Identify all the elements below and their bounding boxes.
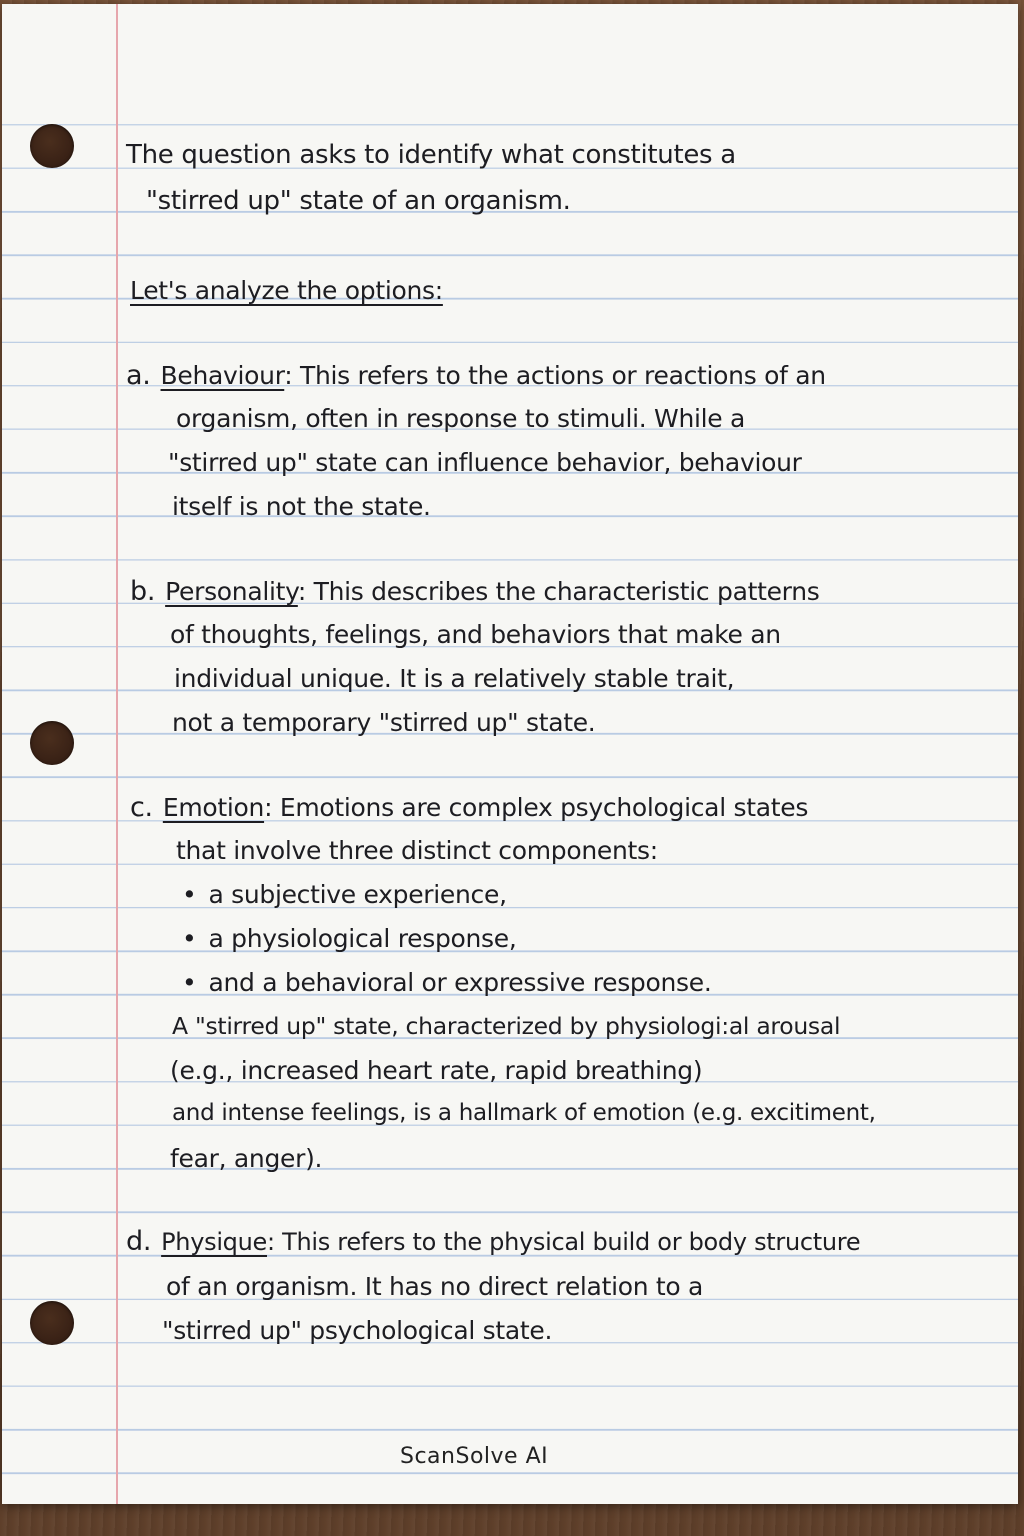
option-a-marker: a. (126, 360, 151, 391)
option-c-bullet-3 (182, 968, 712, 997)
option-c-term: Emotion (162, 793, 265, 822)
bullet-text: a physiological response, (208, 924, 517, 953)
option-b-line-3: individual unique. It is a relatively stable trait, (174, 664, 735, 693)
option-d-line-1 (126, 1226, 860, 1257)
option-b-line-2: of thoughts, feelings, and behaviors that make an (170, 620, 781, 649)
option-c-marker: c. (130, 792, 153, 823)
option-b-marker: b. (130, 576, 156, 607)
option-d-marker: d. (126, 1226, 152, 1257)
option-c-line-1 (130, 792, 808, 823)
bullet-dot: • (182, 968, 197, 997)
option-a-line-3: "stirred up" state can influence behavior, behaviour (168, 448, 802, 477)
option-a-line-1 (126, 360, 826, 391)
option-c-after-2: (e.g., increased heart rate, rapid breathing) (170, 1056, 703, 1085)
bullet-text: and a behavioral or expressive response. (208, 968, 712, 997)
option-a-text-1: : This refers to the actions or reactions of an (284, 361, 826, 390)
analyze-heading: Let's analyze the options: (130, 276, 443, 305)
option-a-term: Behaviour (160, 361, 285, 390)
bullet-text: a subjective experience, (208, 880, 507, 909)
footer-brand: ScanSolve AI (400, 1444, 549, 1469)
bullet-dot: • (182, 880, 197, 909)
option-d-text-1: : This refers to the physical build or body structure (267, 1228, 861, 1256)
option-c-after-4: fear, anger). (170, 1144, 323, 1173)
margin-line (116, 4, 118, 1504)
option-b-term: Personality (165, 577, 298, 606)
option-c-after-3: and intense feelings, is a hallmark of emotion (e.g. excitiment, (172, 1100, 876, 1126)
option-b-text-1: : This describes the characteristic patterns (297, 577, 820, 606)
option-b-line-4: not a temporary "stirred up" state. (172, 708, 596, 737)
option-c-bullet-1 (182, 880, 507, 909)
option-d-line-3: "stirred up" psychological state. (162, 1316, 553, 1345)
option-c-bullet-2 (182, 924, 517, 953)
option-c-line-2: that involve three distinct components: (176, 836, 658, 865)
bullet-dot: • (182, 924, 197, 953)
option-d-term: Physique (161, 1228, 267, 1256)
option-d-line-2: of an organism. It has no direct relation to a (166, 1272, 704, 1301)
intro-line-2: "stirred up" state of an organism. (146, 186, 571, 216)
intro-line-1: The question asks to identify what constitutes a (126, 140, 736, 170)
punch-hole-bottom (30, 1301, 74, 1345)
option-c-after-1: A "stirred up" state, characterized by physiologi:al arousal (172, 1012, 841, 1040)
option-a-line-4: itself is not the state. (172, 492, 431, 521)
punch-hole-middle (30, 721, 74, 765)
punch-hole-top (30, 124, 74, 168)
option-b-line-1 (130, 576, 819, 607)
option-a-line-2: organism, often in response to stimuli. While a (176, 404, 746, 433)
notebook-paper (2, 4, 1018, 1504)
option-c-text-1: : Emotions are complex psychological states (264, 793, 809, 822)
